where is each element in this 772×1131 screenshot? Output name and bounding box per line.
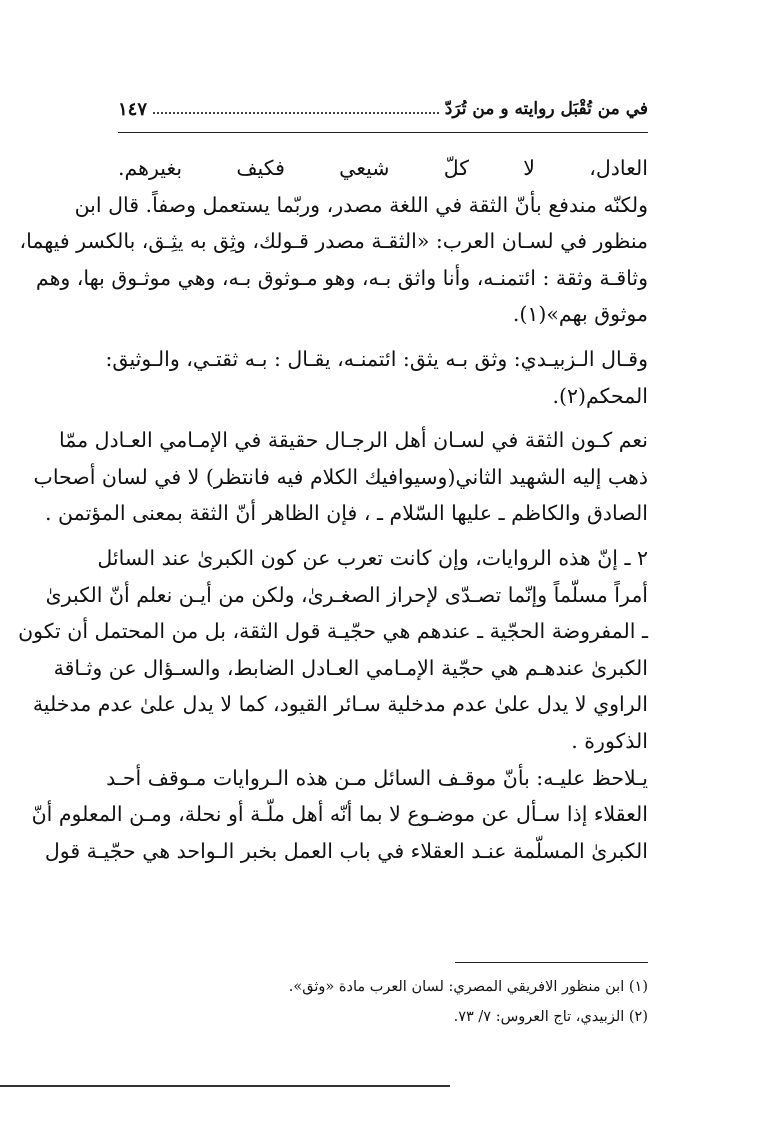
leader-dots: [153, 112, 439, 114]
body-line: ولكنّه مندفع بأنّ الثقة في اللغة مصدر، وربّما يستعمل وصفاً. قال ابن: [74, 192, 648, 217]
paragraph-gap: [118, 333, 648, 341]
body-line: ذهب إليه الشهيد الثاني(وسيوافيك الكلام فيه فانتظر) لا في لسان أصحاب: [33, 464, 648, 489]
body-line: أمراً مسلّماً وإنّما تصـدّى لإحراز الصغـرىٰ، ولكن من أيـن نعلم أنّ الكبرىٰ: [45, 582, 648, 607]
chapter-title: في من تُقْبَل روايته و من تُرَدّ: [444, 99, 648, 119]
body-line: وقـال الـزبيـدي: وثق بـه يثق: ائتمنـه، يقـال : بـه ثقتـي، والـوثيق:: [105, 346, 648, 371]
body-line: يـلاحظ عليـه: بأنّ موقـف السائل مـن هذه الـروايات مـوقف أحـد: [106, 765, 648, 790]
body-line: نعم كـون الثقة في لسـان أهل الرجـال حقيقة في الإمـامي العـادل ممّا: [59, 428, 648, 453]
page-edge-line: [0, 1085, 450, 1087]
body-line: الراوي لا يدل علىٰ عدم مدخلية سـائر القيود، كما لا يدل علىٰ عدم مدخلية: [32, 692, 648, 717]
body-line: العادل، لا كلّ شيعي فكيف بغيرهم.: [118, 156, 648, 180]
page-number: ١٤٧: [118, 98, 148, 120]
body-line: موثوق بهم»(١).: [512, 302, 648, 327]
footnote-2: (٢) الزبيدي، تاج العروس: ٧/ ٧٣.: [453, 1009, 648, 1025]
body-line: ـ المفروضة الحجّية ـ عندهم هي حجّيـة قول الثقة، بل من المحتمل أن تكون: [18, 619, 648, 644]
body-line: المحكم(٢).: [552, 383, 648, 408]
body-line: الكبرىٰ المسلّمة عنـد العقلاء في باب العمل بخبر الـواحد هي حجّيـة قول: [44, 838, 648, 863]
body-line: الذكورة .: [571, 728, 648, 753]
body-line: الكبرىٰ عندهـم هي حجّية الإمـامي العـادل الضابط، والسـؤال عن وثـاقة: [53, 655, 648, 680]
body-text: [18, 150, 648, 869]
running-header: [118, 92, 648, 126]
footnote-1: (١) ابن منظور الافريقي المصري: لسان العرب مادة «وثق».: [288, 979, 648, 995]
body-line: الصادق والكاظم ـ عليها السّلام ـ ، فإن الظاهر أنّ الثقة بمعنى المؤتمن .: [44, 501, 648, 526]
paragraph-gap: [118, 532, 648, 540]
header-rule: [118, 132, 648, 133]
body-line: العقلاء إذا سـأل عن موضـوع لا بما أنّه أهل ملّـة أو نحلة، ومـن المعلوم أنّ: [31, 802, 648, 827]
body-line: منظور في لسـان العرب: «الثقـة مصدر قـولك، وثِق به يثِـق، بالكسر فيهما،: [19, 229, 648, 254]
body-line: ٢ ـ إنّ هذه الروايات، وإن كانت تعرب عن كون الكبرىٰ عند السائل: [97, 545, 648, 570]
footnote-rule: [455, 962, 648, 963]
body-line: وثاقـة وثقة : ائتمنـه، وأنا واثق بـه، وهو مـوثوق بـه، وهي موثـوق بها، وهم: [35, 265, 648, 290]
footnotes: [118, 972, 648, 1032]
paragraph-gap: [118, 414, 648, 422]
